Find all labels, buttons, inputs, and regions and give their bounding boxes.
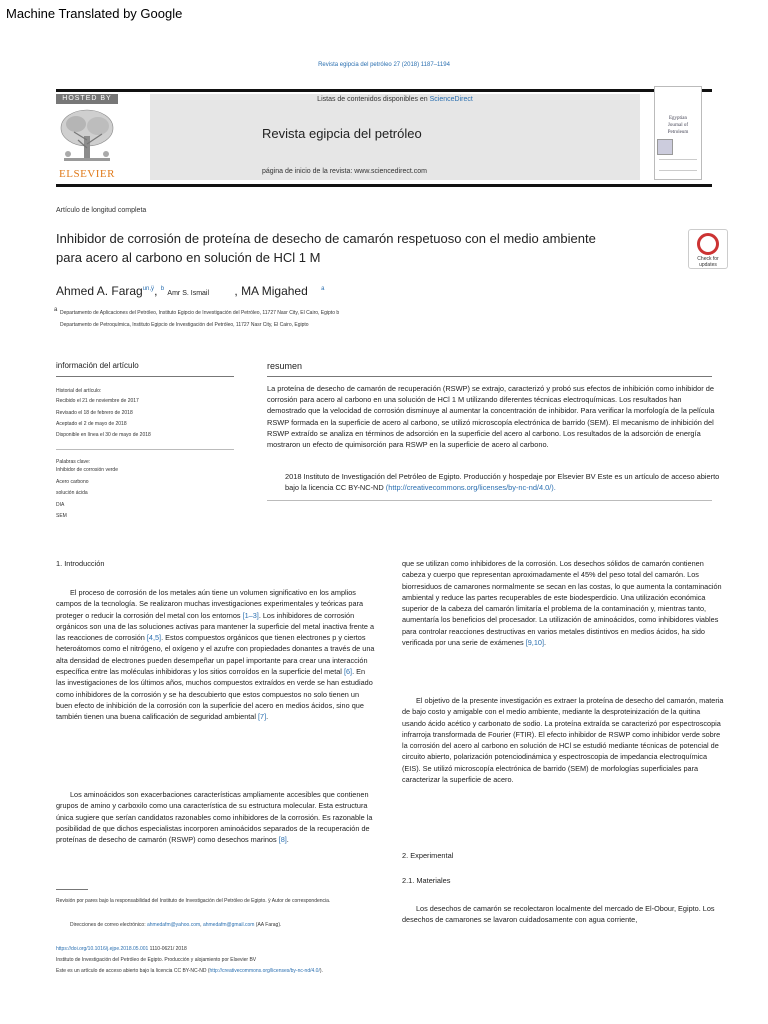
author-affiliation-mark[interactable]: b [160, 286, 165, 292]
license-link[interactable]: http://creativecommons.org/licenses/by-nc-nd/4.0/ [209, 968, 320, 974]
cover-lines [659, 159, 697, 171]
elsevier-tree-logo-icon [56, 106, 118, 168]
keyword-item: SEM [56, 513, 67, 519]
footnote-open-access: Este es un artículo de acceso abierto bajo la licencia CC BY-NC-ND (http://creativecommons.org/licenses/by-nc-nd/4.0/). [56, 968, 323, 974]
doi-link[interactable]: https://doi.org/10.1016/j.ejpe.2018.05.001 [56, 946, 149, 952]
journal-cover-thumbnail [654, 86, 702, 180]
article-info-divider [56, 449, 234, 450]
journal-homepage: página de inicio de la revista: www.sciencedirect.com [262, 168, 427, 175]
email-link[interactable]: ahmedafm@gmail.com [202, 922, 255, 928]
materials-paragraph: Los desechos de camarón se recolectaron localmente del mercado de El-Obour, Egipto. Los desechos de camarones se lavaron cuidadosamente con agua corriente, [402, 904, 715, 925]
article-type: Artículo de longitud completa [56, 207, 147, 214]
section-heading-introduction: 1. Introducción [56, 559, 105, 568]
keyword-item: DIA [56, 502, 65, 508]
reference-link[interactable]: [6] [343, 667, 353, 677]
crossmark-icon [697, 233, 719, 255]
section-heading-experimental: 2. Experimental [402, 851, 454, 860]
email-link[interactable]: ahmedafm@yahoo.com [146, 922, 201, 928]
elsevier-wordmark: ELSEVIER [59, 168, 115, 180]
author-list: Ahmed A. Farag$^{un,ÿ}$, $^b$ Amr S. Ismail , MA Migahed $^a$ [56, 284, 325, 298]
right-paragraph-2: El objetivo de la presente investigación es extraer la proteína de desecho del camarón, materia de bajo costo y amigable con el medio ambiente, mediante la desproteinización de la quitina usando ácido acético y carbonato de sodio. La proteína extraída se caracterizó por espectroscopia infrarroja transformada de Fourier (FTIR). El efecto inhibidor de RSWP como inhibidor verde sobre la corrosión del acero al carbono en solución de HCl se estudió mediante técnicas de potencial de circuito abierto, polarización potenciodinámica y espectroscopia de impedancia electroquímica (EIS). Se utilizó microscopía electrónica de barrido (SEM) de morfologías superficiales para caracterizar la superficie de acero. [402, 696, 724, 785]
history-online: Disponible en línea el 30 de mayo de 2018 [56, 432, 151, 438]
contents-available-line [150, 96, 640, 103]
article-info-rule [56, 376, 234, 377]
footnote-rule [56, 889, 88, 890]
reference-link[interactable]: [9,10] [525, 638, 544, 648]
affiliation-b: Departamento de Petroquímica, Instituto Egipcio de Investigación del Petróleo, 11727 Nasr City, El Cairo, Egipto [60, 322, 309, 328]
sciencedirect-link[interactable]: ScienceDirect [429, 96, 473, 103]
journal-name: Revista egipcia del petróleo [262, 126, 422, 141]
article-info-heading: información del artículo [56, 361, 139, 370]
author-name: MA Migahed [241, 284, 308, 298]
hosted-by-label: HOSTED BY [56, 94, 118, 104]
footnote-review: Revisión por pares bajo la responsabilidad del Instituto de Investigación del Petróleo de Egipto. ÿ Autor de correspondencia. [56, 898, 331, 904]
article-title: Inhibidor de corrosión de proteína de desecho de camarón respetuoso con el medio ambiente para acero al carbono en solución de HCl 1 M [56, 231, 596, 265]
journal-citation-link[interactable]: Revista egipcia del petróleo 27 (2018) 1187–1194 [318, 62, 450, 68]
footnote-emails: Direcciones de correo electrónico: ahmedafm@yahoo.com, ahmedafm@gmail.com (AA Farag). [70, 922, 282, 928]
abstract-bottom-rule [267, 500, 712, 501]
keyword-item: Inhibidor de corrosión verde [56, 467, 118, 473]
author-affiliation-mark[interactable]: un,ÿ [142, 286, 155, 292]
reference-link[interactable]: [4,5] [146, 633, 162, 643]
author-affiliation-mark[interactable]: a [321, 286, 325, 292]
author-name: Ahmed A. Farag [56, 284, 143, 298]
footnote-doi: https://doi.org/10.1016/j.ejpe.2018.05.001 1110-0621/ 2018 [56, 946, 187, 952]
affiliation-a: a Departamento de Aplicaciones del Petróleo, Instituto Egipcio de Investigación del Petróleo, 11727 Nasr City, El Cairo, Egipto b [54, 307, 340, 316]
reference-link[interactable]: [7] [258, 712, 267, 722]
abstract-copyright: 2018 Instituto de Investigación del Petróleo de Egipto. Producción y hospedaje por Elsevier BV Este es un artículo de acceso abierto bajo la licencia CC BY-NC-ND (http://creativecommons.org/licenses/by-nc-nd/4.0/). [285, 472, 720, 493]
affiliation-mark: a [54, 307, 58, 313]
abstract-heading: resumen [267, 361, 303, 371]
reference-link[interactable]: [8] [278, 835, 287, 845]
abstract-text: La proteína de desecho de camarón de recuperación (RSWP) se extrajo, caracterizó y probó sus efectos de inhibición como inhibidor de corrosión para acero al carbono en una solución de HCl 1 M utilizando diferentes técnicas electroquímicas. Los resultados han demostrado que la velocidad de corrosión disminuye al aumentar la concentración de inhibidor. Para verificar la morfología de la película RSWP formada en la superficie de acero al carbono, se utilizó microscopía electrónica de barrido (SEM). El mecanismo de inhibición del RSWP extraído se analiza en términos de adsorción en la superficie del acero al carbono. Los resultados de la adsorción de energía mostraron un efecto de quimisorción para RSWP en la superficie de acero al carbono. [267, 384, 715, 450]
history-revised: Revisado el 18 de febrero de 2018 [56, 410, 133, 416]
contents-prefix: Listas de contenidos disponibles en [317, 96, 430, 103]
machine-translated-banner: Machine Translated by Google [6, 6, 183, 21]
section-heading-materials: 2.1. Materiales [402, 876, 451, 885]
intro-paragraph-1: El proceso de corrosión de los metales aún tiene un volumen significativo en los amplios campos de la tecnología. Se realizaron muchas investigaciones experimentales y teóricas para proteger o reducir la corrosión del metal con los entornos [1–3]. Los inhibidores de corrosión orgánicos son una de las soluciones activas para mantener la superficie del metal inactiva frente a las reacciones de corrosión [4,5]. Estos compuestos orgánicos que tienen electrones p y ciertos heteroátomos como el nitrógeno, el oxígeno y el azufre con propiedades donantes a través de una alta densidad de electrones pueden desempeñar un papel importante para crear una interacción específica entre las moléculas inhibidoras y los sitios corroídos en la superficie del metal [6]. En las investigaciones de los últimos años, muchos compuestos extraídos en verde se han estudiado como inhibidores de la corrosión y se ha descubierto que estos compuestos no solo tienen un buen efecto de inhibición de la corrosión con la superficie del acero en medios ácidos, sino que también tienen una buena calificación de seguridad ambiental [7]. [56, 588, 375, 722]
footnote-institute: Instituto de Investigación del Petróleo de Egipto. Producción y alojamiento por Elsevier BV [56, 957, 257, 963]
history-heading: Historial del artículo: [56, 388, 102, 394]
license-link[interactable]: (http://creativecommons.org/licenses/by-nc-nd/4.0/). [385, 483, 556, 493]
right-paragraph-1: que se utilizan como inhibidores de la corrosión. Los desechos sólidos de camarón contienen cabeza y cuerpo que representan aproximadamente el 45% del peso total del camarón. Los biorresiduos de camarones normalmente se secan en las costas, lo que aumenta la contaminación ambiental y reduce las partes recuperables de este biodesperdicio. Una utilización económica superior de la cabeza del camarón limitaría el problema de la contaminación y, mientras tanto, aumentaría los beneficios del procesador. La utilización de aminoácidos, como inhibidores viables para controlar reacciones destructivas en varios metales distintivos en medios ácidos, ha sido verificada por una serie de exámenes [9,10]. [402, 559, 722, 648]
cover-image [657, 139, 673, 155]
keyword-item: Acero carbono [56, 479, 89, 485]
reference-link[interactable]: [1–3] [242, 610, 259, 620]
check-for-updates-badge[interactable]: Check for updates [688, 229, 728, 269]
header-top-rule [56, 89, 712, 92]
keywords-heading: Palabras clave: [56, 459, 91, 465]
history-received: Recibido el 21 de noviembre de 2017 [56, 398, 139, 404]
header-bottom-rule [56, 184, 712, 187]
cover-title: Egyptian Journal of Petroleum [667, 116, 689, 135]
keyword-item: solución ácida [56, 490, 88, 496]
intro-paragraph-2: Los aminoácidos son exacerbaciones características ampliamente accesibles que contienen grupos de amino y carboxilo como una característica de su estructura molecular. Esta estructura única sugiere que serían candidatos razonables como inhibidores de la corrosión. Es razonable la posibilidad de que dichos especialistas incorporen aminoácidos separados de la recuperación de proteínas de desecho de camarón (RSWP) como desechos marinos [8]. [56, 790, 373, 845]
author-name: Amr S. Ismail [167, 290, 210, 297]
history-accepted: Aceptado el 2 de mayo de 2018 [56, 421, 127, 427]
abstract-rule [267, 376, 712, 377]
